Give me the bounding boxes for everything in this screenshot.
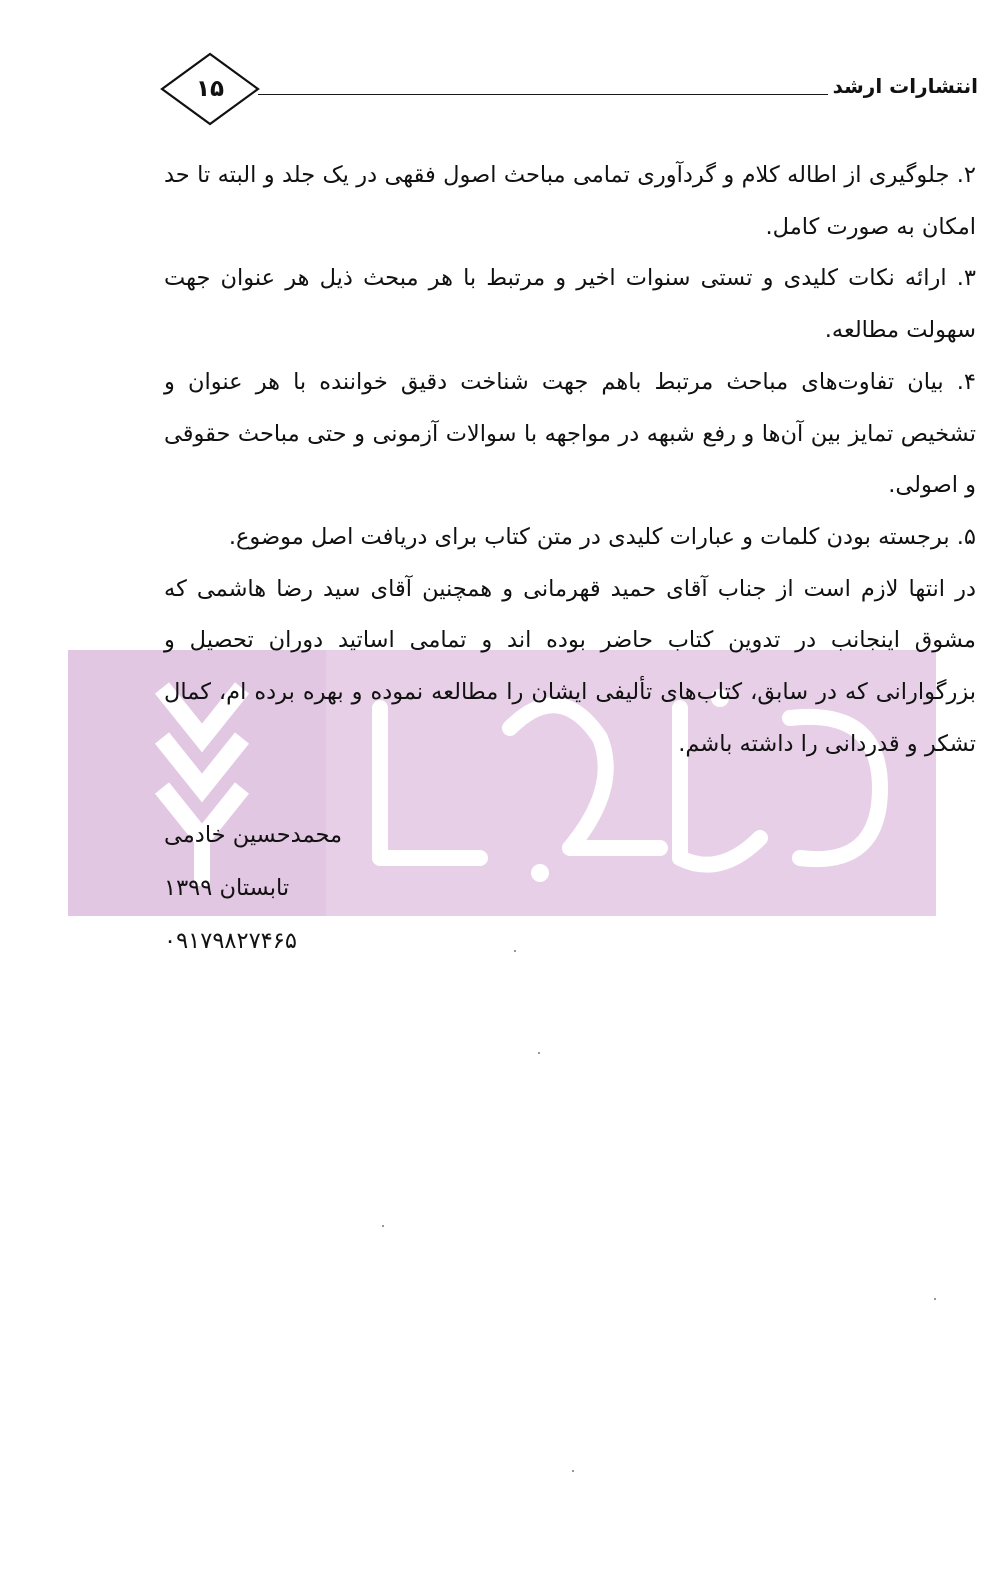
signature-date: تابستان ۱۳۹۹ (164, 875, 290, 901)
scan-speck (538, 1052, 540, 1054)
paragraph-item-4: ۴. بیان تفاوت‌های مباحث مرتبط باهم جهت شناخت دقیق خواننده با هر عنوان و تشخیص تمایز بین آن‌ها و رفع شبهه در مواجهه با سوالات آزمونی و حتی مباحث حقوقی و اصولی. (164, 368, 976, 499)
page-header (0, 0, 1006, 140)
scan-speck (572, 1470, 574, 1472)
paragraph-item-3: ۳. ارائه نکات کلیدی و تستی سنوات اخیر و مرتبط با هر مبحث ذیل هر عنوان جهت سهولت مطالعه. (164, 265, 976, 344)
scan-speck (514, 950, 516, 952)
page-body (164, 150, 976, 770)
scan-speck (382, 1225, 384, 1227)
author-name: محمدحسین خادمی (164, 822, 343, 848)
paragraph-item-5: ۵. برجسته بودن کلمات و عبارات کلیدی در متن کتاب برای دریافت اصل موضوع. (228, 523, 976, 550)
header-divider (258, 94, 828, 95)
signature-block (164, 809, 464, 968)
page-number-badge (160, 52, 260, 126)
page-number: ۱۵ (195, 76, 225, 102)
scan-speck (934, 1298, 936, 1300)
publisher-name: انتشارات ارشد (832, 74, 978, 98)
paragraph-acknowledgment: در انتها لازم است از جناب آقای حمید قهرمانی و همچنین آقای سید رضا هاشمی که مشوق اینجانب در تدوین کتاب حاضر بوده اند و تمامی اساتید دوران تحصیل و بزرگوارانی که در سابق، کتاب‌های تألیفی ایشان را مطالعه نموده و بهره برده ام، کمال تشکر و قدردانی را داشته باشم. (164, 575, 976, 757)
phone-number: ۰۹۱۷۹۸۲۷۴۶۵ (164, 928, 297, 954)
paragraph-item-2: ۲. جلوگیری از اطاله کلام و گردآوری تمامی مباحث اصول فقهی در یک جلد و البته تا حد امکان به صورت کامل. (164, 162, 976, 240)
